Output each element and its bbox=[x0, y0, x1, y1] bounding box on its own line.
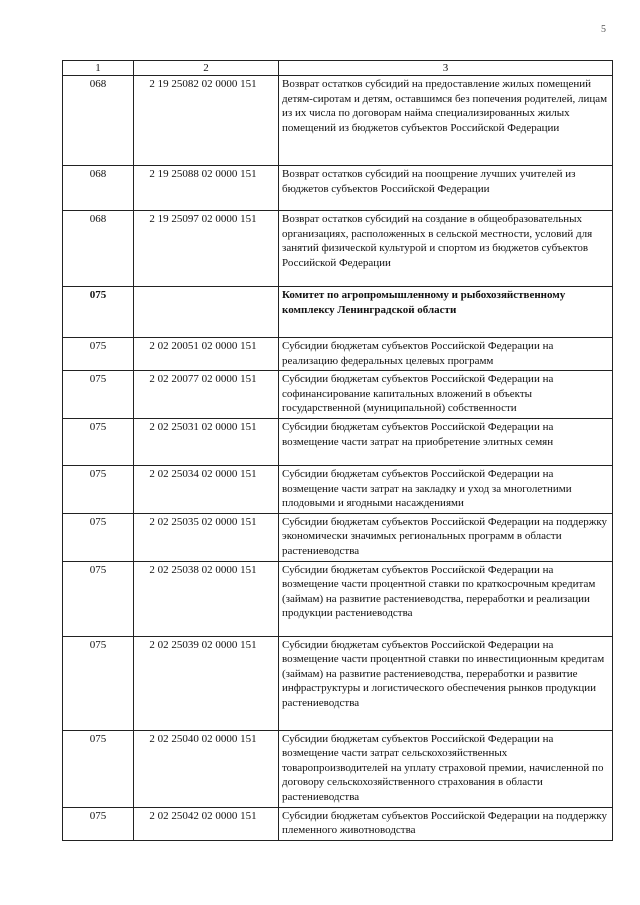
table-row bbox=[63, 371, 613, 419]
table-row bbox=[63, 730, 613, 807]
admin-code-cell: 075 bbox=[63, 730, 134, 807]
admin-code-cell: 068 bbox=[63, 211, 134, 287]
budget-code-cell: 2 02 25042 02 0000 151 bbox=[134, 807, 279, 840]
budget-codes-table bbox=[62, 60, 613, 841]
admin-code-cell: 075 bbox=[63, 418, 134, 465]
budget-code-cell: 2 02 20077 02 0000 151 bbox=[134, 371, 279, 419]
column-header-3: 3 bbox=[279, 61, 613, 76]
description-cell: Субсидии бюджетам субъектов Российской Федерации на реализацию федеральных целевых программ bbox=[279, 338, 613, 371]
table-row bbox=[63, 465, 613, 513]
table-row bbox=[63, 561, 613, 636]
budget-code-cell: 2 02 25040 02 0000 151 bbox=[134, 730, 279, 807]
budget-code-cell: 2 02 20051 02 0000 151 bbox=[134, 338, 279, 371]
table-row bbox=[63, 636, 613, 730]
budget-code-cell: 2 02 25034 02 0000 151 bbox=[134, 465, 279, 513]
admin-code-cell: 075 bbox=[63, 513, 134, 561]
admin-code-cell: 075 bbox=[63, 561, 134, 636]
budget-code-cell: 2 19 25082 02 0000 151 bbox=[134, 76, 279, 166]
admin-code-cell: 075 bbox=[63, 465, 134, 513]
description-cell: Возврат остатков субсидий на создание в общеобразовательных организациях, расположенных в сельской местности, условий для занятий физической культурой и спортом из бюджетов субъектов Российской Федерации bbox=[279, 211, 613, 287]
table-row bbox=[63, 418, 613, 465]
admin-code-cell: 075 bbox=[63, 338, 134, 371]
description-cell: Субсидии бюджетам субъектов Российской Федерации на возмещение части затрат сельскохозяйственных товаропроизводителей на уплату страховой премии, начисленной по договору сельскохозяйственного страхования в области растениеводства bbox=[279, 730, 613, 807]
table-header-row bbox=[63, 61, 613, 76]
description-cell: Субсидии бюджетам субъектов Российской Федерации на софинансирование капитальных вложений в объекты государственной (муниципальной) собственности bbox=[279, 371, 613, 419]
budget-code-cell: 2 02 25039 02 0000 151 bbox=[134, 636, 279, 730]
column-header-2: 2 bbox=[134, 61, 279, 76]
budget-code-cell bbox=[134, 287, 279, 338]
description-cell: Субсидии бюджетам субъектов Российской Федерации на возмещение части затрат на закладку и уход за многолетними плодовыми и ягодными насаждениями bbox=[279, 465, 613, 513]
budget-code-cell: 2 19 25097 02 0000 151 bbox=[134, 211, 279, 287]
section-title-cell: Комитет по агропромышленному и рыбохозяйственному комплексу Ленинградской области bbox=[279, 287, 613, 338]
description-cell: Субсидии бюджетам субъектов Российской Федерации на возмещение части процентной ставки по краткосрочным кредитам (займам) на развитие растениеводства, переработки и реализации продукции растениеводства bbox=[279, 561, 613, 636]
table-row bbox=[63, 513, 613, 561]
description-cell: Субсидии бюджетам субъектов Российской Федерации на возмещение части процентной ставки по инвестиционным кредитам (займам) на развитие растениеводства, переработки и развитие инфраструктуры и логистического обеспечения рынков продукции растениеводства bbox=[279, 636, 613, 730]
table-row bbox=[63, 807, 613, 840]
table-row bbox=[63, 211, 613, 287]
admin-code-cell: 075 bbox=[63, 636, 134, 730]
budget-code-cell: 2 02 25031 02 0000 151 bbox=[134, 418, 279, 465]
admin-code-cell: 068 bbox=[63, 76, 134, 166]
table-row bbox=[63, 76, 613, 166]
page-number: 5 bbox=[601, 24, 606, 35]
budget-code-cell: 2 19 25088 02 0000 151 bbox=[134, 166, 279, 211]
admin-code-cell: 075 bbox=[63, 371, 134, 419]
admin-code-cell: 068 bbox=[63, 166, 134, 211]
table-row bbox=[63, 338, 613, 371]
column-header-1: 1 bbox=[63, 61, 134, 76]
description-cell: Субсидии бюджетам субъектов Российской Федерации на поддержку племенного животноводства bbox=[279, 807, 613, 840]
description-cell: Субсидии бюджетам субъектов Российской Федерации на поддержку экономически значимых региональных программ в области растениеводства bbox=[279, 513, 613, 561]
description-cell: Возврат остатков субсидий на поощрение лучших учителей из бюджетов субъектов Российской Федерации bbox=[279, 166, 613, 211]
table-row-section-header bbox=[63, 287, 613, 338]
description-cell: Возврат остатков субсидий на предоставление жилых помещений детям-сиротам и детям, оставшимся без попечения родителей, лицам из их числа по договорам найма специализированных жилых помещений из бюджетов субъектов Российской Федерации bbox=[279, 76, 613, 166]
description-cell: Субсидии бюджетам субъектов Российской Федерации на возмещение части затрат на приобретение элитных семян bbox=[279, 418, 613, 465]
budget-code-cell: 2 02 25038 02 0000 151 bbox=[134, 561, 279, 636]
table-row bbox=[63, 166, 613, 211]
admin-code-cell: 075 bbox=[63, 287, 134, 338]
admin-code-cell: 075 bbox=[63, 807, 134, 840]
budget-code-cell: 2 02 25035 02 0000 151 bbox=[134, 513, 279, 561]
